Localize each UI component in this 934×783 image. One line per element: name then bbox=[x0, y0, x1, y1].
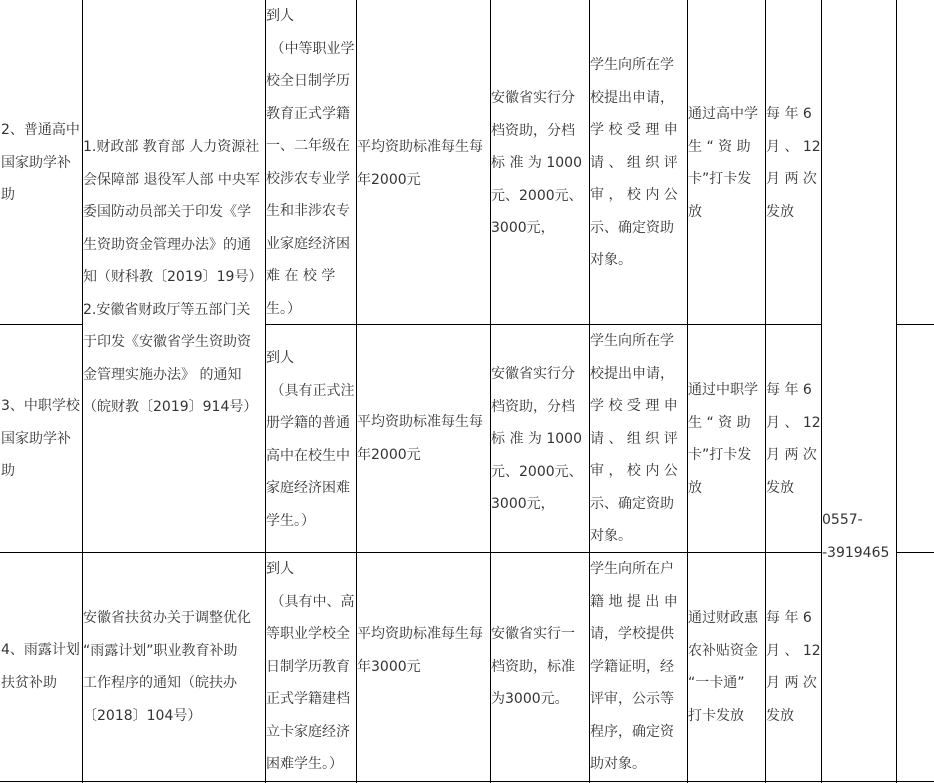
policy-basis: 1.财政部 教育部 人力资源社 会保障部 退役军人部 中央军 委国防动员部关于印发《学 生资助资金管理办法》的通 知（财科教〔2019〕19号） 2.安徽省财政厅等五部门关 于印发《安徽省学生资助资 金管理实施办法》 的通知 （皖财教〔2019〕914号） bbox=[83, 139, 263, 415]
item-name: 2、普通高中 国家助学补 助 bbox=[1, 122, 80, 203]
grid-line bbox=[896, 552, 934, 553]
application-procedure: 学生向所在学 校提出申请， 学 校 受 理 申 请 、 组 织 评 审 ， 校 内 公 示、确定资助 对象。 bbox=[590, 333, 678, 544]
payment-time: 每 年 6 月 、 12 月 两 次 发放 bbox=[766, 106, 821, 220]
grid-line bbox=[0, 781, 934, 782]
funding-method: 安徽省实行分 档资助，分档 标 准 为 1000 元、2000元、 3000元， bbox=[491, 90, 583, 236]
payment-channel: 通过高中学 生 “ 资 助 卡”打卡发 放 bbox=[688, 106, 758, 220]
policy-target: 到人 （中等职业学 校全日制学历 教育正式学籍 一、二年级在 校涉农专业学 生和非涉农专 业家庭经济困 难 在 校 学 生。） bbox=[266, 8, 355, 317]
funding-standard: 平均资助标准每生每 年2000元 bbox=[357, 414, 483, 463]
item-name: 3、中职学校 国家助学补 助 bbox=[1, 398, 80, 479]
policy-target: 到人 （具有正式注 册学籍的普通 高中在校生中 家庭经济困难 学生。） bbox=[266, 350, 355, 529]
contact-phone: 0557- -3919465 bbox=[822, 512, 890, 561]
payment-channel: 通过中职学 生 “ 资 助 卡”打卡发 放 bbox=[688, 382, 758, 496]
funding-standard: 平均资助标准每生每 年3000元 bbox=[357, 626, 483, 675]
grid-line bbox=[0, 552, 82, 553]
grid-line bbox=[821, 0, 822, 783]
funding-standard: 平均资助标准每生每 年2000元 bbox=[357, 139, 483, 188]
application-procedure: 学生向所在户 籍 地 提 出 申 请，学校提供 学籍证明，经 评审，公示等 程序，确定资 助对象。 bbox=[590, 561, 678, 772]
grid-line bbox=[82, 552, 265, 553]
payment-channel: 通过财政惠 农补贴资金 “一卡通” 打卡发放 bbox=[688, 610, 758, 724]
application-procedure: 学生向所在学 校提出申请， 学 校 受 理 申 请 、 组 织 评 审 ， 校 内 公 示、确定资助 对象。 bbox=[590, 57, 678, 268]
policy-basis: 安徽省扶贫办关于调整优化 “雨露计划”职业教育补助 工作程序的通知（皖扶办 〔2018〕104号） bbox=[83, 610, 251, 724]
item-name: 4、雨露计划 扶贫补助 bbox=[1, 642, 80, 691]
grid-line bbox=[0, 324, 82, 325]
funding-method: 安徽省实行分 档资助，分档 标 准 为 1000 元、2000元、 3000元， bbox=[491, 366, 583, 512]
policy-target: 到人 （具有中、高 等职业学校全 日制学历教育 正式学籍建档 立卡家庭经济 困难学生。） bbox=[266, 561, 355, 772]
payment-time: 每 年 6 月 、 12 月 两 次 发放 bbox=[766, 610, 821, 724]
funding-method: 安徽省实行一 档资助，标准 为3000元。 bbox=[491, 626, 575, 707]
grid-line bbox=[896, 0, 897, 783]
payment-time: 每 年 6 月 、 12 月 两 次 发放 bbox=[766, 382, 821, 496]
grid-line bbox=[896, 324, 934, 325]
